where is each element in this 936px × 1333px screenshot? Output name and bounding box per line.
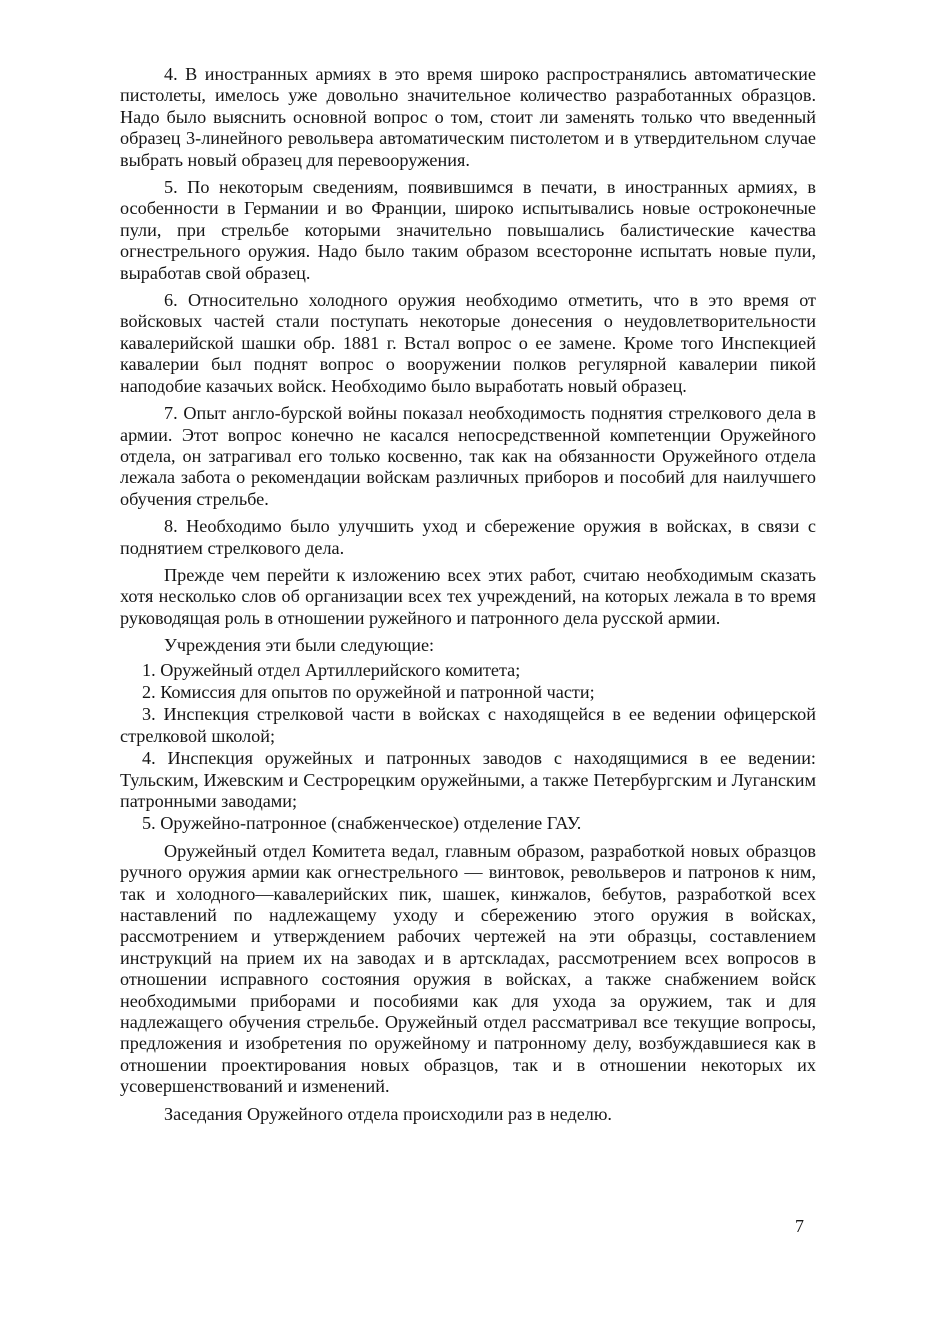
list-item-5: 5. Оружейно-патронное (снабженческое) отделение ГАУ. <box>142 813 582 834</box>
paragraph-8: 8. Необходимо было улучшить уход и сбережение оружия в войсках, в связи с поднятием стрелкового дела. <box>120 516 816 558</box>
paragraph-4: 4. В иностранных армиях в это время широко распространялись автоматические пистолеты, имелось уже довольно значительное количество разработанных образцов. Надо было выяснить основной вопрос о том, стоит ли заменять только что введенный образец 3-линейного револьвера автоматическим пистолетом и в утвердительном случае выбрать новый образец для перевооружения. <box>120 64 816 170</box>
paragraph-meetings: Заседания Оружейного отдела происходили раз в неделю. <box>164 1103 612 1124</box>
page-body <box>120 64 816 1131</box>
paragraph-list-heading: Учреждения эти были следующие: <box>164 635 435 656</box>
paragraph-7: 7. Опыт англо-бурской войны показал необходимость поднятия стрелкового дела в армии. Этот вопрос конечно не касался непосредственной компетенции Оружейного отдела, он затрагивал его только косвенно, так как на обязанности Оружейного отдела лежала забота о рекомендации войскам различных приборов и пособий для наилучшего обучения стрельбе. <box>120 403 816 509</box>
paragraph-intro: Прежде чем перейти к изложению всех этих работ, считаю необходимым сказать хотя несколько слов об организации всех тех учреждений, на которых лежала в то время руководящая роль в отношении ружейного и патронного дела русской армии. <box>120 564 816 628</box>
list-item-3: 3. Инспекция стрелковой части в войсках с находящейся в ее ведении офицерской стрелковой школой; <box>120 704 816 746</box>
list-item-4: 4. Инспекция оружейных и патронных заводов с находящимися в ее ведении: Тульским, Ижевским и Сестрорецким оружейными, а также Петербургским и Луганским патронными заводами; <box>120 748 816 811</box>
page-number: 7 <box>795 1216 804 1236</box>
paragraph-5: 5. По некоторым сведениям, появившимся в печати, в иностранных армиях, в особенности в Германии и во Франции, широко испытывались новые остроконечные пули, при стрельбе которыми значительно повышались балистические качества огнестрельного оружия. Надо было таким образом всесторонне испытать новые пули, выработав свой образец. <box>120 177 816 283</box>
paragraph-6: 6. Относительно холодного оружия необходимо отметить, что в это время от войсковых частей стали поступать некоторые донесения о неудовлетворительности кавалерийской шашки обр. 1881 г. Встал вопрос о ее замене. Кроме того Инспекцией кавалерии был поднят вопрос о вооружении полков регулярной кавалерии пикой наподобие казачьих войск. Необходимо было выработать новый образец. <box>120 290 816 396</box>
list-item-2: 2. Комиссия для опытов по оружейной и патронной части; <box>142 681 595 702</box>
list-item-1: 1. Оружейный отдел Артиллерийского комитета; <box>142 659 521 680</box>
paragraph-department: Оружейный отдел Комитета ведал, главным образом, разработкой новых образцов ручного оружия армии как огнестрельного — винтовок, револьверов и патронов к ним, так и холодного—кавалерийских пик, шашек, кинжалов, бебутов, разработкой всех наставлений по надлежащему уходу и сбережению этого оружия в войсках, рассмотрением и утверждением рабочих чертежей на эти образцы, составлением инструкций на прием их на заводах и в артскладах, рассмотрением всех вопросов в отношении исправного состояния оружия в войсках, а также снабжением войск необходимыми приборами и пособиями как для ухода за оружием, так и для надлежащего обучения стрельбе. Оружейный отдел рассматривал все текущие вопросы, предложения и изобретения по оружейному и патронному делу, возбуждавшиеся как в отношении проектирования новых образцов, так и в отношении некоторых их усовершенствований и изменений. <box>120 840 816 1097</box>
